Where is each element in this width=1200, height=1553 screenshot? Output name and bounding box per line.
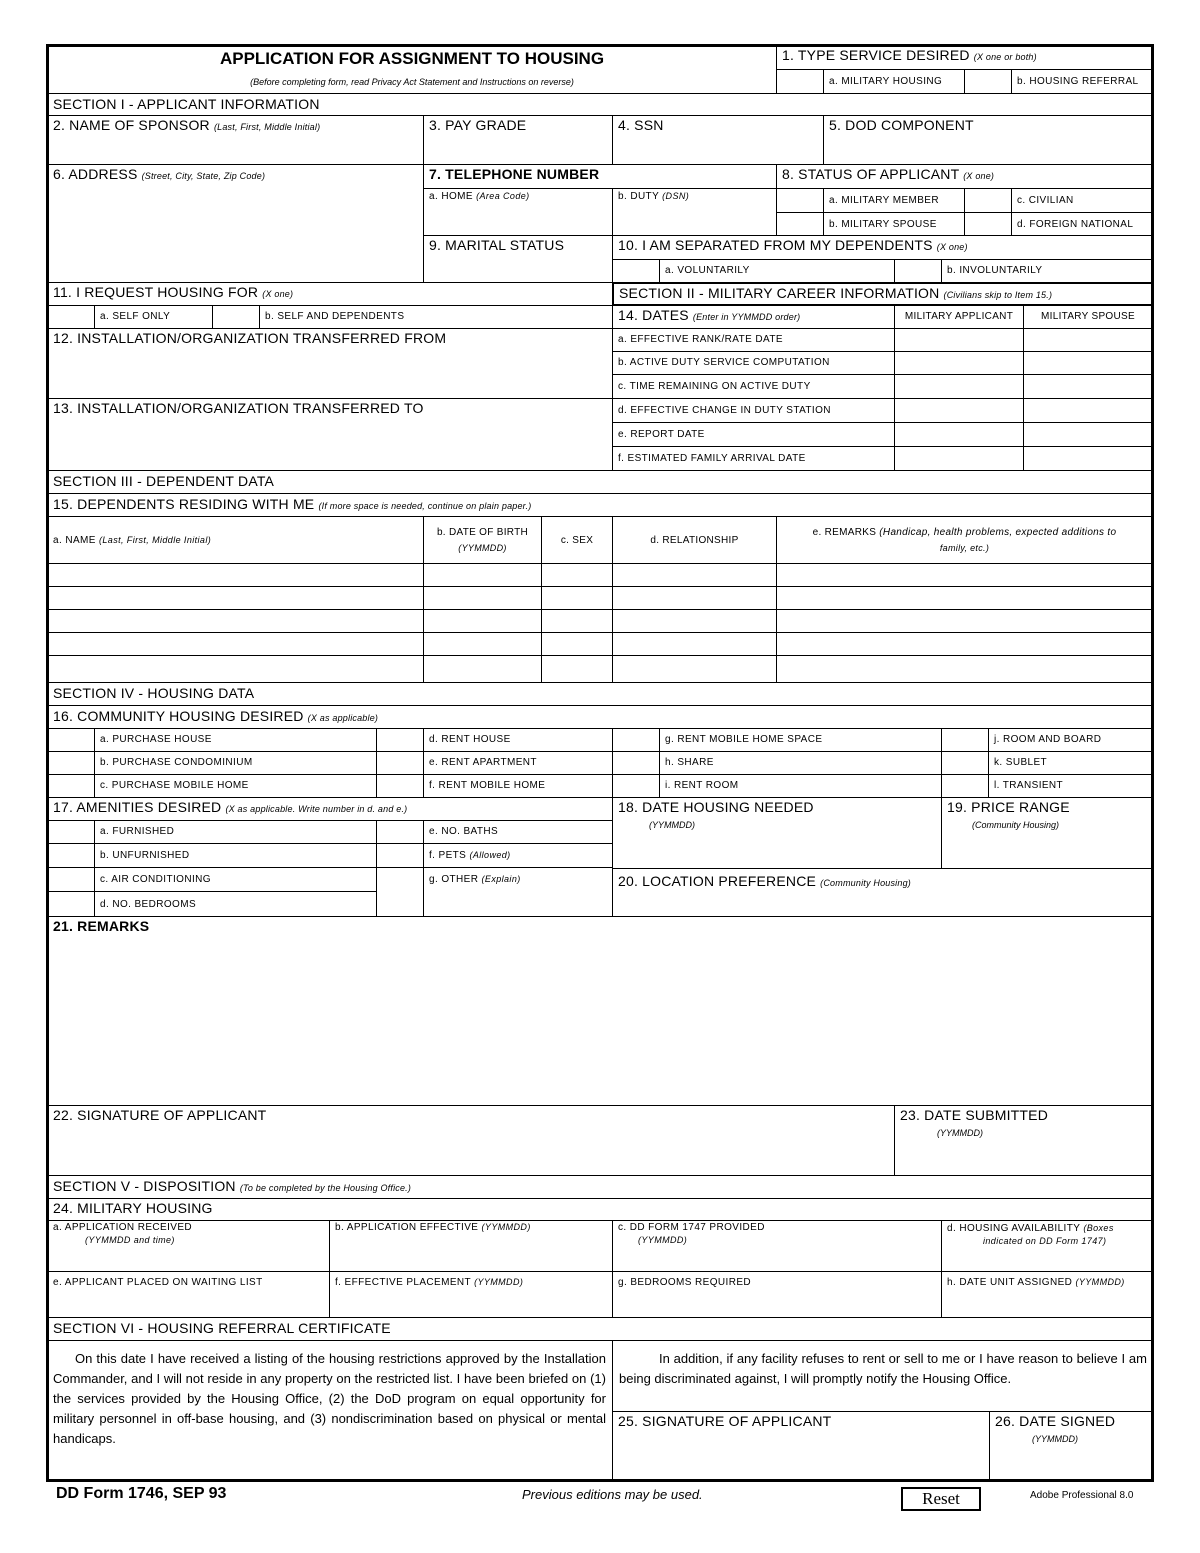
certificate-statement: On this date I have received a listing of the housing restrictions approved by the Installation Commander, and I will not reside in any property on the restricted list. I have been briefed on (1) the services provided by the Housing Office, (2) the DoD program on equal opportunity for military personnel in off-base housing, and (3) nondiscrimination based on physical or mental handicaps.: [53, 1351, 606, 1446]
previous-editions-note: Previous editions may be used.: [522, 1487, 703, 1502]
ssn-field[interactable]: 4. SSN: [612, 115, 824, 165]
dates-applicant-cell[interactable]: [894, 328, 1024, 352]
section-1-header: SECTION I - APPLICANT INFORMATION: [47, 93, 1153, 116]
remarks-field[interactable]: 21. REMARKS: [47, 916, 1153, 1106]
dates-spouse-cell[interactable]: [1023, 374, 1153, 399]
status-of-applicant-header: 8. STATUS OF APPLICANT (X one): [776, 164, 1153, 189]
foreign-national-label-cell: d. FOREIGN NATIONAL: [1011, 212, 1153, 237]
dates-applicant-cell[interactable]: [894, 422, 1024, 447]
housing-option-label-cell: h. SHARE: [659, 751, 942, 775]
date-submitted-field[interactable]: 23. DATE SUBMITTED (YYMMDD): [894, 1105, 1153, 1176]
amenity-label-cell: a. FURNISHED: [94, 820, 377, 844]
housing-option-label-cell: e. RENT APARTMENT: [423, 751, 613, 775]
dod-component-field[interactable]: 5. DOD COMPONENT: [823, 115, 1153, 165]
military-spouse-label-cell: b. MILITARY SPOUSE: [823, 212, 965, 237]
civilian-checkbox[interactable]: [964, 188, 1012, 213]
dates-spouse-cell[interactable]: [1023, 398, 1153, 423]
marital-status-field[interactable]: 9. MARITAL STATUS: [423, 235, 613, 283]
housing-option-label-cell: d. RENT HOUSE: [423, 728, 613, 752]
military-spouse-col-header: MILITARY SPOUSE: [1023, 305, 1153, 329]
housing-option-label-cell: f. RENT MOBILE HOME: [423, 774, 613, 798]
dependent-sex-cell[interactable]: [541, 609, 613, 633]
address-field[interactable]: 6. ADDRESS (Street, City, State, Zip Code): [47, 164, 424, 283]
amenity-checkbox[interactable]: [47, 843, 95, 868]
dependent-dob-cell[interactable]: [423, 632, 542, 656]
request-housing-for-header: 11. I REQUEST HOUSING FOR (X one): [47, 282, 613, 306]
dependent-relationship-cell[interactable]: [612, 563, 777, 587]
housing-option-checkbox[interactable]: [612, 751, 660, 775]
civilian-label-cell: c. CIVILIAN: [1011, 188, 1153, 213]
amenity-checkbox[interactable]: [47, 891, 95, 917]
housing-option-checkbox[interactable]: [376, 728, 424, 752]
dependent-dob-cell[interactable]: [423, 655, 542, 683]
application-effective-field[interactable]: b. APPLICATION EFFECTIVE (YYMMDD): [329, 1220, 613, 1272]
dependent-name-cell[interactable]: [47, 609, 424, 633]
housing-option-label-cell: i. RENT ROOM: [659, 774, 942, 798]
dependent-relationship-col-header: d. RELATIONSHIP: [612, 516, 777, 564]
certificate-additional-statement: In addition, if any facility refuses to rent or sell to me or I have reason to believe I am being discriminated against, I will promptly notify the Housing Office.: [619, 1351, 1147, 1386]
housing-option-label-cell: k. SUBLET: [988, 751, 1153, 775]
foreign-national-checkbox[interactable]: [964, 212, 1012, 237]
dependent-sex-cell[interactable]: [541, 632, 613, 656]
community-housing-header: 16. COMMUNITY HOUSING DESIRED (X as applicable): [47, 705, 1153, 729]
name-of-sponsor-field[interactable]: 2. NAME OF SPONSOR (Last, First, Middle Initial): [47, 115, 424, 165]
military-housing-label: a. MILITARY HOUSING: [829, 76, 943, 87]
dates-row-label: e. REPORT DATE: [612, 422, 895, 447]
section-2-header: SECTION II - MILITARY CAREER INFORMATION (Civilians skip to Item 15.): [612, 282, 1153, 306]
bedrooms-required-field[interactable]: g. BEDROOMS REQUIRED: [612, 1271, 942, 1318]
date-housing-needed-field[interactable]: 18. DATE HOUSING NEEDED (YYMMDD): [612, 797, 942, 869]
housing-referral-label-cell: [1011, 69, 1153, 94]
form-subtitle: (Before completing form, read Privacy Act Statement and Instructions on reverse): [250, 77, 574, 87]
dates-spouse-cell[interactable]: [1023, 422, 1153, 447]
housing-option-checkbox[interactable]: [941, 728, 989, 752]
amenity-checkbox[interactable]: [47, 867, 95, 892]
amenity-checkbox[interactable]: [376, 843, 424, 868]
military-member-label-cell: a. MILITARY MEMBER: [823, 188, 965, 213]
military-housing-header: 24. MILITARY HOUSING: [47, 1198, 1153, 1221]
military-housing-checkbox[interactable]: [776, 69, 824, 94]
dates-row-label: a. EFFECTIVE RANK/RATE DATE: [612, 328, 895, 352]
amenity-checkbox[interactable]: [376, 867, 424, 917]
voluntarily-label-cell: a. VOLUNTARILY: [659, 259, 895, 283]
dependent-dob-cell[interactable]: [423, 586, 542, 610]
amenity-label-cell: g. OTHER (Explain): [423, 867, 613, 917]
housing-option-checkbox[interactable]: [612, 774, 660, 798]
dependent-relationship-cell[interactable]: [612, 632, 777, 656]
voluntarily-checkbox[interactable]: [612, 259, 660, 283]
dependent-remarks-cell[interactable]: [776, 563, 1153, 587]
date-unit-assigned-field[interactable]: h. DATE UNIT ASSIGNED (YYMMDD): [941, 1271, 1153, 1318]
dates-applicant-cell[interactable]: [894, 374, 1024, 399]
dependent-sex-cell[interactable]: [541, 655, 613, 683]
involuntarily-label-cell: b. INVOLUNTARILY: [941, 259, 1153, 283]
involuntarily-checkbox[interactable]: [894, 259, 942, 283]
dependent-sex-cell[interactable]: [541, 586, 613, 610]
home-phone-field[interactable]: a. HOME (Area Code): [423, 188, 613, 236]
certificate-left-cell: [47, 1340, 613, 1481]
housing-option-label-cell: b. PURCHASE CONDOMINIUM: [94, 751, 377, 775]
dependent-remarks-col-header: e. REMARKS (Handicap, health problems, expected additions to family, etc.): [776, 516, 1153, 564]
certificate-right-cell: [612, 1340, 1153, 1412]
amenity-label-cell: b. UNFURNISHED: [94, 843, 377, 868]
dependent-name-cell[interactable]: [47, 586, 424, 610]
item1-label: 1. TYPE SERVICE DESIRED: [782, 47, 970, 63]
housing-option-checkbox[interactable]: [47, 774, 95, 798]
amenity-label-cell: e. NO. BATHS: [423, 820, 613, 844]
military-member-checkbox[interactable]: [776, 188, 824, 213]
dependent-remarks-cell[interactable]: [776, 655, 1153, 683]
waiting-list-field[interactable]: e. APPLICANT PLACED ON WAITING LIST: [47, 1271, 330, 1318]
self-only-label-cell: a. SELF ONLY: [94, 305, 213, 329]
dates-row-label: c. TIME REMAINING ON ACTIVE DUTY: [612, 374, 895, 399]
dependent-dob-col-header: b. DATE OF BIRTH (YYMMDD): [423, 516, 542, 564]
housing-option-label-cell: g. RENT MOBILE HOME SPACE: [659, 728, 942, 752]
software-version: Adobe Professional 8.0: [1030, 1490, 1134, 1501]
dates-applicant-cell[interactable]: [894, 446, 1024, 471]
signature-of-applicant-field[interactable]: 22. SIGNATURE OF APPLICANT: [47, 1105, 895, 1176]
housing-option-checkbox[interactable]: [612, 728, 660, 752]
dates-row-label: d. EFFECTIVE CHANGE IN DUTY STATION: [612, 398, 895, 423]
amenity-checkbox[interactable]: [47, 820, 95, 844]
form-title-block: [47, 45, 777, 94]
dates-header: 14. DATES (Enter in YYMMDD order): [612, 305, 895, 329]
housing-availability-field[interactable]: d. HOUSING AVAILABILITY (Boxes indicated on DD Form 1747): [941, 1220, 1153, 1272]
dependent-remarks-cell[interactable]: [776, 586, 1153, 610]
housing-option-checkbox[interactable]: [376, 751, 424, 775]
dd-form-1747-provided-field[interactable]: c. DD FORM 1747 PROVIDED (YYMMDD): [612, 1220, 942, 1272]
military-applicant-col-header: MILITARY APPLICANT: [894, 305, 1024, 329]
amenity-label-cell: c. AIR CONDITIONING: [94, 867, 377, 892]
self-and-dependents-checkbox[interactable]: [212, 305, 260, 329]
dependents-header: 15. DEPENDENTS RESIDING WITH ME (If more space is needed, continue on plain paper.): [47, 493, 1153, 517]
separated-from-dependents-header: 10. I AM SEPARATED FROM MY DEPENDENTS (X one): [612, 235, 1153, 260]
housing-referral-checkbox[interactable]: [964, 69, 1012, 94]
dependent-sex-cell[interactable]: [541, 563, 613, 587]
amenity-label-cell: f. PETS (Allowed): [423, 843, 613, 868]
section-3-header: SECTION III - DEPENDENT DATA: [47, 470, 1153, 494]
housing-option-label-cell: j. ROOM AND BOARD: [988, 728, 1153, 752]
housing-option-label-cell: a. PURCHASE HOUSE: [94, 728, 377, 752]
section-4-header: SECTION IV - HOUSING DATA: [47, 682, 1153, 706]
duty-phone-field[interactable]: b. DUTY (DSN): [612, 188, 824, 236]
dates-applicant-cell[interactable]: [894, 351, 1024, 375]
housing-referral-label: b. HOUSING REFERRAL: [1017, 76, 1139, 87]
item1-hint: (X one or both): [973, 52, 1037, 62]
dependent-remarks-cell[interactable]: [776, 609, 1153, 633]
date-signed-field[interactable]: 26. DATE SIGNED (YYMMDD): [989, 1411, 1153, 1481]
certificate-signature-field[interactable]: 25. SIGNATURE OF APPLICANT: [612, 1411, 990, 1481]
military-spouse-checkbox[interactable]: [776, 212, 824, 237]
section-5-header: SECTION V - DISPOSITION (To be completed by the Housing Office.): [47, 1175, 1153, 1199]
dates-row-label: b. ACTIVE DUTY SERVICE COMPUTATION: [612, 351, 895, 375]
housing-option-checkbox[interactable]: [47, 751, 95, 775]
dependent-dob-cell[interactable]: [423, 563, 542, 587]
effective-placement-field[interactable]: f. EFFECTIVE PLACEMENT (YYMMDD): [329, 1271, 613, 1318]
housing-option-checkbox[interactable]: [376, 774, 424, 798]
housing-application-form: [47, 45, 1153, 1481]
dependent-name-cell[interactable]: [47, 655, 424, 683]
military-housing-label-cell: [823, 69, 965, 94]
housing-option-label-cell: l. TRANSIENT: [988, 774, 1153, 798]
housing-option-checkbox[interactable]: [941, 774, 989, 798]
dependent-name-col-header: a. NAME (Last, First, Middle Initial): [47, 516, 424, 564]
amenities-header: 17. AMENITIES DESIRED (X as applicable. Write number in d. and e.): [47, 797, 613, 821]
dependent-remarks-cell[interactable]: [776, 632, 1153, 656]
transferred-from-field[interactable]: 12. INSTALLATION/ORGANIZATION TRANSFERRED FROM: [47, 328, 613, 399]
dependent-dob-cell[interactable]: [423, 609, 542, 633]
telephone-number-header: 7. TELEPHONE NUMBER: [423, 164, 824, 189]
form-title: APPLICATION FOR ASSIGNMENT TO HOUSING: [219, 49, 605, 68]
application-received-field[interactable]: a. APPLICATION RECEIVED (YYMMDD and time): [47, 1220, 330, 1272]
housing-option-label-cell: c. PURCHASE MOBILE HOME: [94, 774, 377, 798]
dates-spouse-cell[interactable]: [1023, 446, 1153, 471]
transferred-to-field[interactable]: 13. INSTALLATION/ORGANIZATION TRANSFERRED TO: [47, 398, 613, 471]
location-preference-field[interactable]: 20. LOCATION PREFERENCE (Community Housing): [612, 868, 1153, 917]
dependent-relationship-cell[interactable]: [612, 609, 777, 633]
amenity-checkbox[interactable]: [376, 820, 424, 844]
dates-spouse-cell[interactable]: [1023, 328, 1153, 352]
type-service-desired: [776, 45, 1153, 70]
reset-button[interactable]: Reset: [901, 1487, 981, 1511]
self-only-checkbox[interactable]: [47, 305, 95, 329]
dates-spouse-cell[interactable]: [1023, 351, 1153, 375]
pay-grade-field[interactable]: 3. PAY GRADE: [423, 115, 613, 165]
dependent-name-cell[interactable]: [47, 563, 424, 587]
form-identifier: DD Form 1746, SEP 93: [56, 1485, 227, 1502]
self-and-dependents-label-cell: b. SELF AND DEPENDENTS: [259, 305, 613, 329]
amenity-label-cell: d. NO. BEDROOMS: [94, 891, 377, 917]
dependent-relationship-cell[interactable]: [612, 586, 777, 610]
dates-applicant-cell[interactable]: [894, 398, 1024, 423]
section-6-header: SECTION VI - HOUSING REFERRAL CERTIFICATE: [47, 1317, 1153, 1341]
dependent-sex-col-header: c. SEX: [541, 516, 613, 564]
housing-option-checkbox[interactable]: [941, 751, 989, 775]
dependent-relationship-cell[interactable]: [612, 655, 777, 683]
price-range-field[interactable]: 19. PRICE RANGE (Community Housing): [941, 797, 1153, 869]
dependent-name-cell[interactable]: [47, 632, 424, 656]
dates-row-label: f. ESTIMATED FAMILY ARRIVAL DATE: [612, 446, 895, 471]
housing-option-checkbox[interactable]: [47, 728, 95, 752]
